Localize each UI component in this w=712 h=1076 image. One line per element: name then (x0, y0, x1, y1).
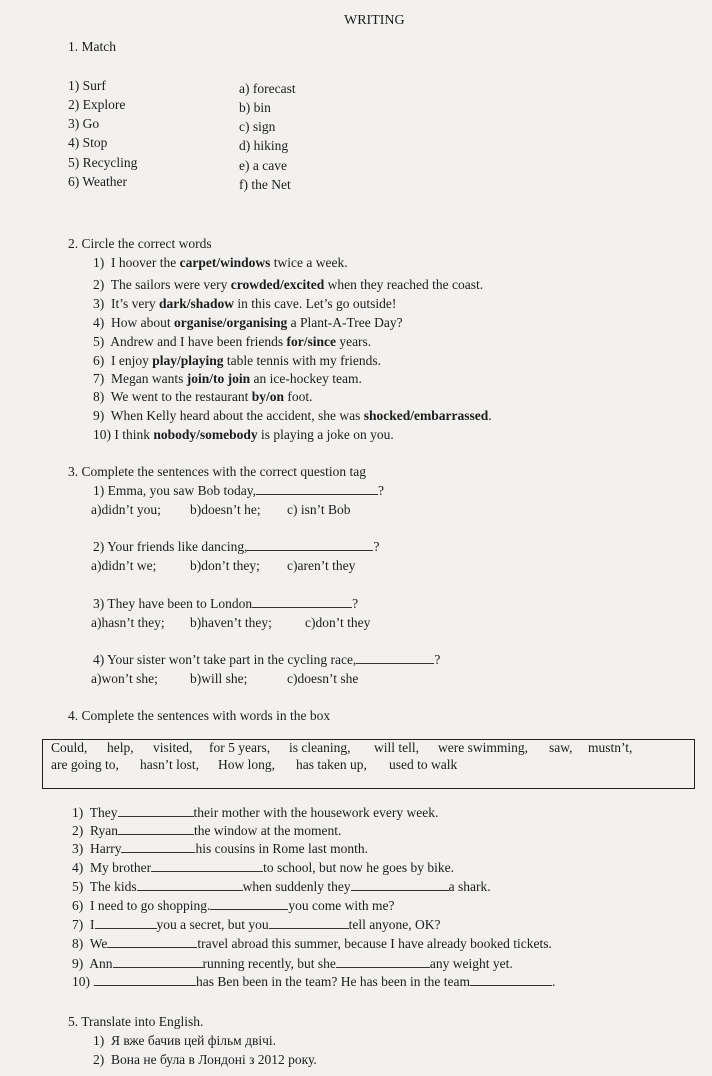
fill-item: 9) Ann running recently, but she any weight yet. (72, 956, 513, 971)
section-5-heading: 5. Translate into English. (68, 1014, 204, 1029)
translate-item: 1) Я вже бачив цей фільм двічі. (93, 1033, 276, 1048)
tag-option-b: b)will she; (190, 671, 248, 686)
word-box-item: saw, (549, 740, 573, 755)
tag-option-a: a)didn’t we; (91, 558, 157, 573)
match-right-item: a) forecast (239, 81, 296, 96)
match-left-item: 4) Stop (68, 135, 108, 150)
fill-item: 8) We travel abroad this summer, because I have already booked tickets. (72, 936, 552, 951)
word-box-item: are going to, (51, 757, 119, 772)
match-right-item: c) sign (239, 119, 276, 134)
match-right-item: f) the Net (239, 177, 291, 192)
circle-item: 5) Andrew and I have been friends for/since years. (93, 334, 372, 349)
word-box-item: help, (107, 740, 134, 755)
tag-option-c: c)don’t they (305, 615, 371, 630)
answer-blank[interactable] (151, 860, 263, 872)
fill-item: 4) My brother to school, but now he goes by bike. (72, 860, 454, 875)
fill-item: 3) Harry his cousins in Rome last month. (72, 841, 368, 856)
section-1-heading: 1. Match (68, 39, 116, 54)
page-title: WRITING (344, 13, 405, 28)
circle-item: 4) How about organise/organising a Plant-A-Tree Day? (93, 315, 403, 330)
answer-blank[interactable] (107, 936, 197, 948)
match-left-item: 5) Recycling (68, 155, 138, 170)
answer-blank[interactable] (247, 539, 373, 551)
tag-question-3: 3) They have been to London ? (93, 596, 359, 611)
word-box (42, 739, 695, 789)
section-4-heading: 4. Complete the sentences with words in the box (68, 708, 331, 723)
answer-blank[interactable] (137, 879, 243, 891)
tag-question-1: 1) Emma, you saw Bob today, ? (93, 483, 384, 498)
word-box-item: has taken up, (296, 757, 367, 772)
fill-item: 5) The kids when suddenly they a shark. (72, 879, 491, 894)
tag-option-a: a)won’t she; (91, 671, 158, 686)
answer-blank[interactable] (118, 805, 194, 817)
fill-item: 1) They their mother with the housework every week. (72, 805, 439, 820)
tag-question-2: 2) Your friends like dancing, ? (93, 539, 380, 554)
tag-option-c: c) isn’t Bob (287, 502, 351, 517)
word-box-item: Could, (51, 740, 88, 755)
word-box-item: How long, (218, 757, 275, 772)
circle-item: 10) I think nobody/somebody is playing a joke on you. (93, 427, 394, 442)
circle-item: 2) The sailors were very crowded/excited when they reached the coast. (93, 277, 484, 292)
answer-blank[interactable] (256, 483, 378, 495)
word-box-item: is cleaning, (289, 740, 351, 755)
answer-blank[interactable] (210, 898, 288, 910)
tag-option-b: b)don’t they; (190, 558, 260, 573)
answer-blank[interactable] (113, 956, 203, 968)
word-box-item: hasn’t lost, (140, 757, 200, 772)
word-box-item: for 5 years, (209, 740, 271, 755)
circle-item: 8) We went to the restaurant by/on foot. (93, 389, 313, 404)
answer-blank[interactable] (269, 917, 349, 929)
match-left-item: 6) Weather (68, 174, 128, 189)
section-3-heading: 3. Complete the sentences with the correct question tag (68, 464, 367, 479)
answer-blank[interactable] (351, 879, 449, 891)
match-left-item: 3) Go (68, 116, 100, 131)
answer-blank[interactable] (94, 974, 196, 986)
tag-option-a: a)didn’t you; (91, 502, 161, 517)
tag-option-a: a)hasn’t they; (91, 615, 165, 630)
match-left-item: 1) Surf (68, 78, 106, 93)
match-left-item: 2) Explore (68, 97, 126, 112)
answer-blank[interactable] (336, 956, 430, 968)
answer-blank[interactable] (95, 917, 157, 929)
word-box-item: mustn’t, (588, 740, 633, 755)
translate-item: 2) Вона не була в Лондоні з 2012 року. (93, 1052, 317, 1067)
circle-item: 7) Megan wants join/to join an ice-hockey team. (93, 371, 362, 386)
tag-option-b: b)haven’t they; (190, 615, 272, 630)
tag-option-c: c)aren’t they (287, 558, 356, 573)
match-right-item: d) hiking (239, 138, 289, 153)
tag-question-4: 4) Your sister won’t take part in the cycling race, ? (93, 652, 441, 667)
fill-item: 10) has Ben been in the team? He has been in the team . (72, 974, 556, 989)
circle-item: 9) When Kelly heard about the accident, she was shocked/embarrassed. (93, 408, 492, 423)
answer-blank[interactable] (252, 596, 352, 608)
match-right-item: b) bin (239, 100, 271, 115)
fill-item: 7) I you a secret, but you tell anyone, OK? (72, 917, 441, 932)
word-box-item: visited, (153, 740, 193, 755)
word-box-item: were swimming, (438, 740, 528, 755)
circle-item: 1) I hoover the carpet/windows twice a week. (93, 255, 348, 270)
word-box-item: used to walk (389, 757, 458, 772)
fill-item: 2) Ryan the window at the moment. (72, 823, 342, 838)
tag-option-b: b)doesn’t he; (190, 502, 261, 517)
section-2-heading: 2. Circle the correct words (68, 236, 212, 251)
answer-blank[interactable] (470, 974, 552, 986)
match-right-item: e) a cave (239, 158, 287, 173)
answer-blank[interactable] (121, 841, 195, 853)
circle-item: 3) It’s very dark/shadow in this cave. Let’s go outside! (93, 296, 397, 311)
answer-blank[interactable] (118, 823, 194, 835)
answer-blank[interactable] (356, 652, 434, 664)
tag-option-c: c)doesn’t she (287, 671, 359, 686)
fill-item: 6) I need to go shopping. you come with me? (72, 898, 395, 913)
circle-item: 6) I enjoy play/playing table tennis with my friends. (93, 353, 382, 368)
word-box-item: will tell, (374, 740, 419, 755)
